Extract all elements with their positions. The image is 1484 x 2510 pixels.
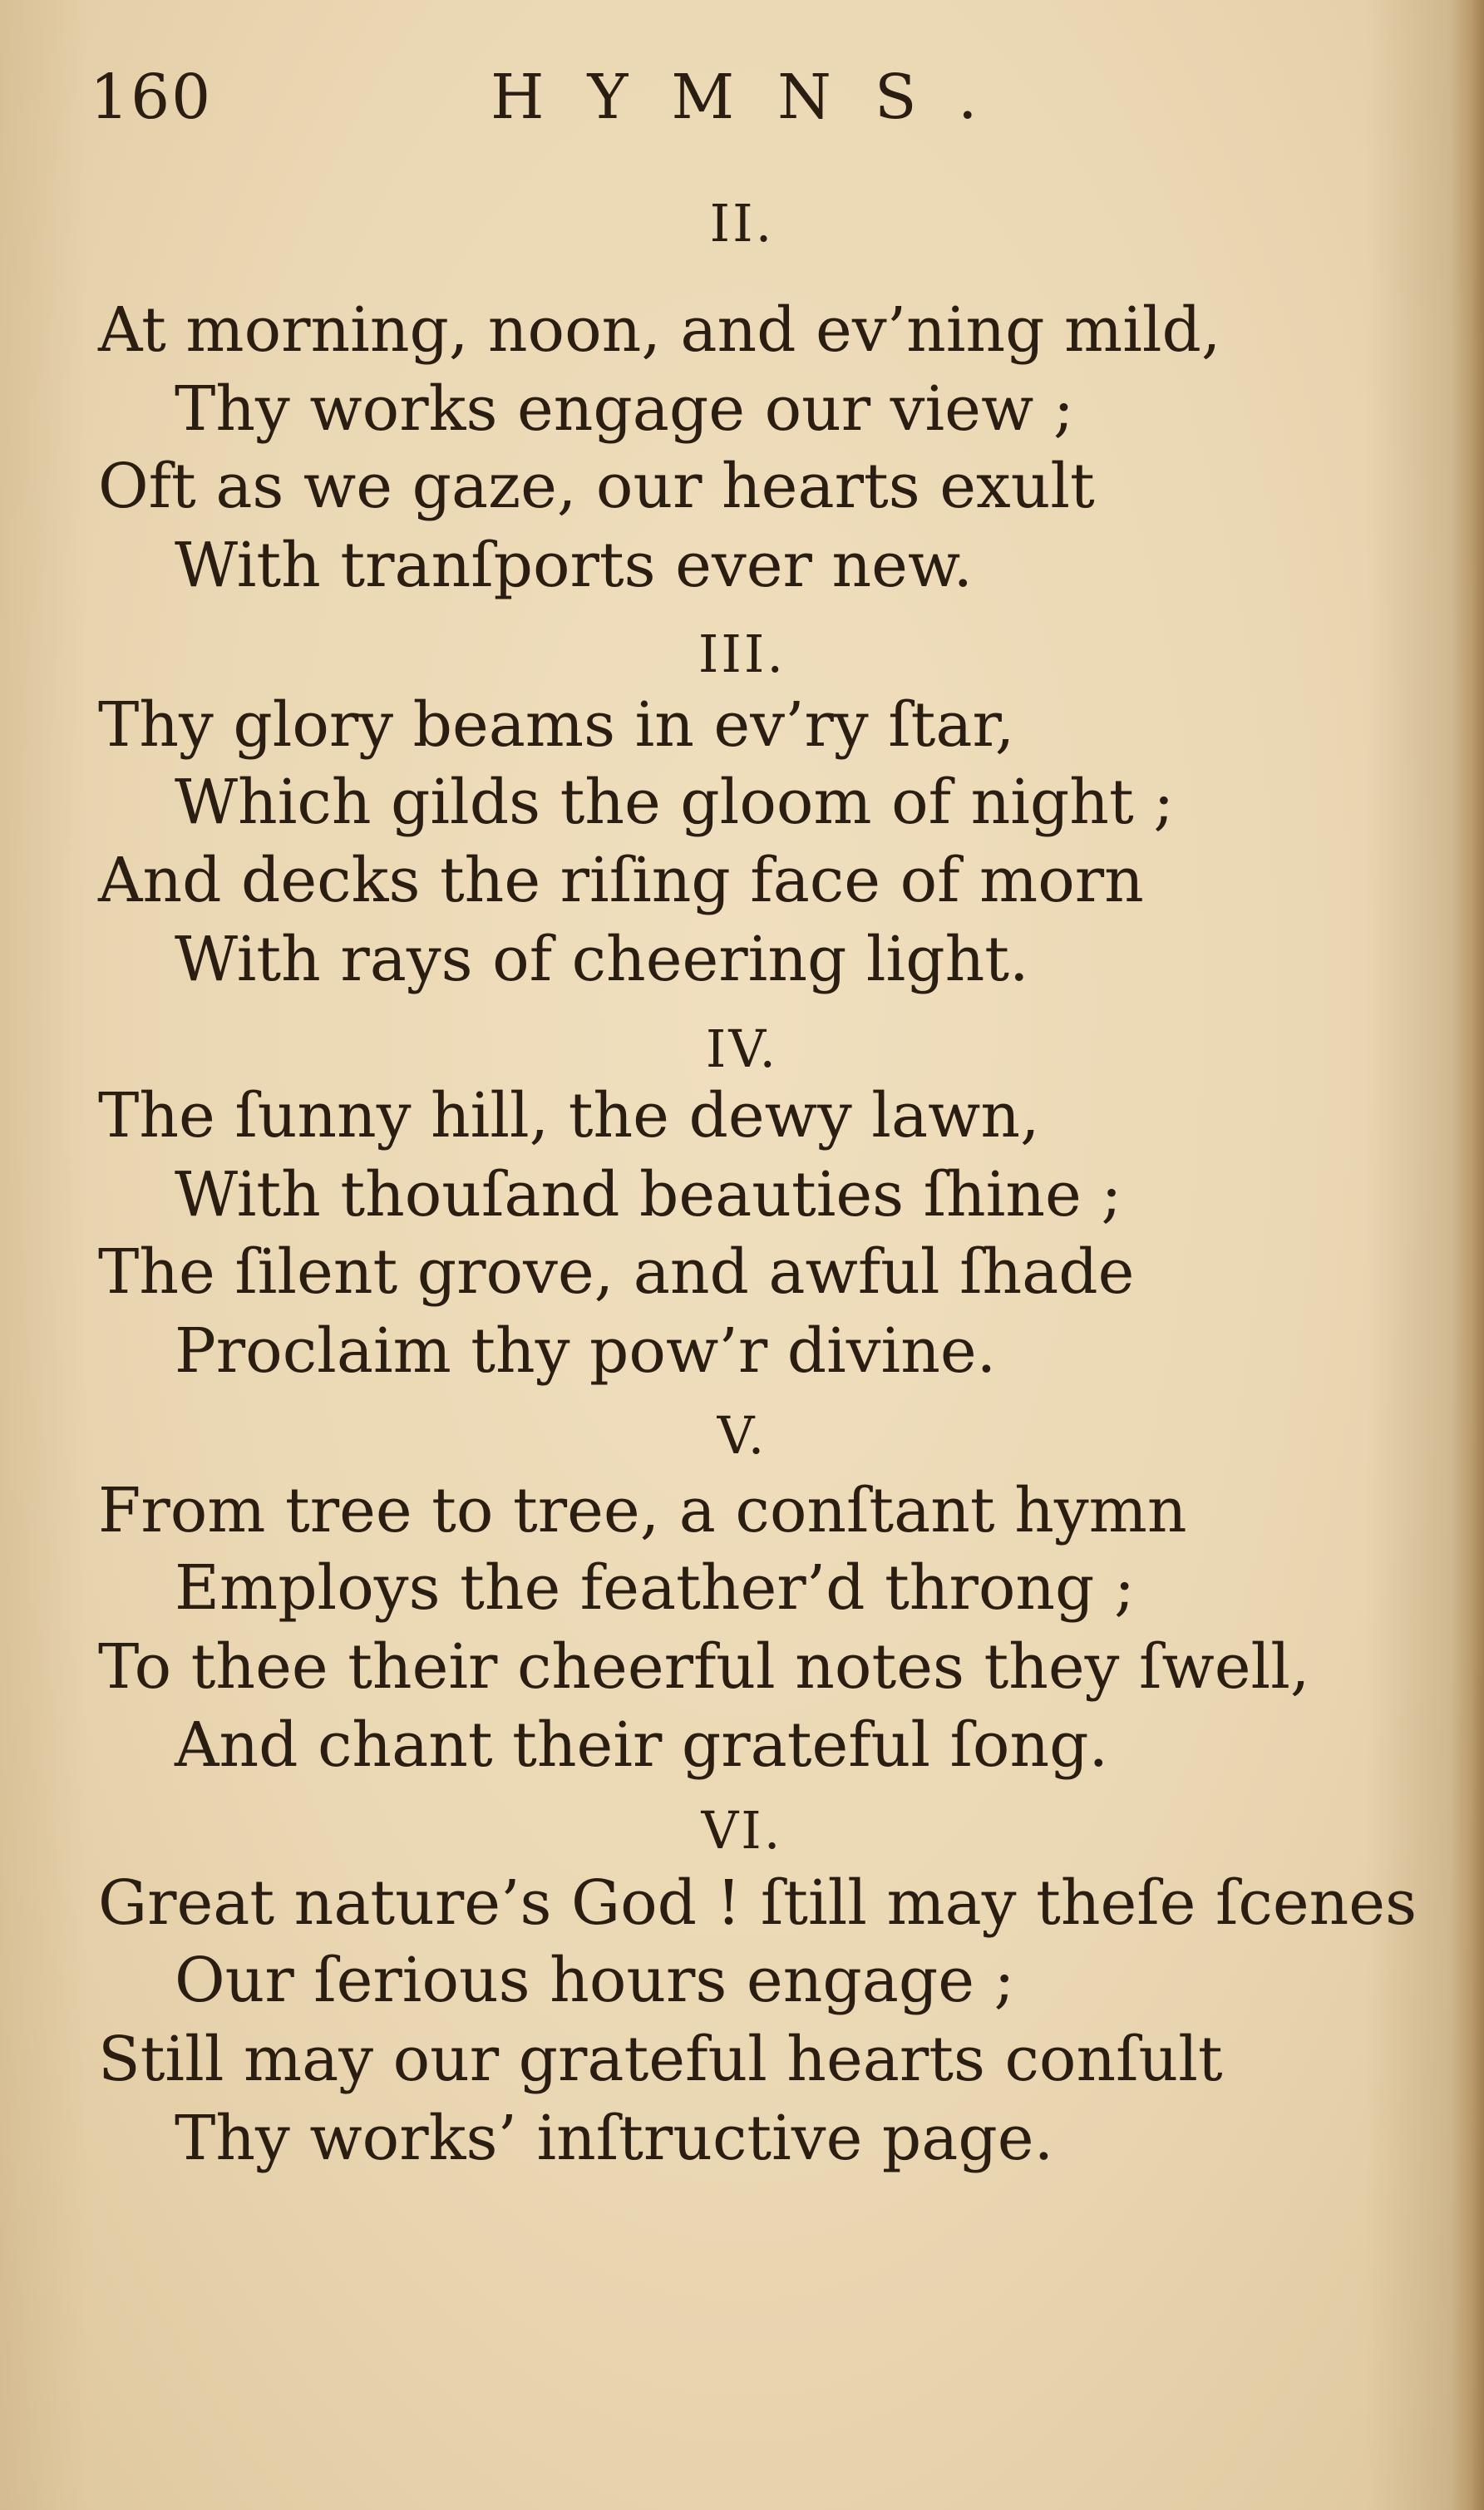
verse-line: Which gilds the gloom of night ; (175, 767, 1175, 838)
verse-line: Thy works’ inſtructive page. (175, 2103, 1054, 2174)
stanza-number: IV. (705, 1018, 779, 1079)
verse-line: To thee their cheerful notes they ſwell, (98, 1631, 1310, 1703)
page-edge-shadow (1451, 0, 1484, 2510)
running-head: HYMNS. (491, 62, 1021, 133)
verse-line: With tranſports ever new. (175, 530, 973, 601)
verse-line: Thy glory beams in ev’ry ſtar, (98, 689, 1015, 761)
stanza-number: VI. (701, 1800, 783, 1861)
verse-line: At morning, noon, and ev’ning mild, (98, 294, 1221, 366)
verse-line: And chant their grateful ſong. (175, 1709, 1109, 1781)
verse-line: Still may our grateful hearts conſult (98, 2024, 1223, 2095)
stanza-number: II. (709, 193, 775, 254)
verse-line: From tree to tree, a conſtant hymn (98, 1475, 1187, 1546)
verse-line: Thy works engage our view ; (175, 373, 1074, 445)
stanza-number: V. (717, 1405, 767, 1466)
verse-line: With rays of cheering light. (175, 924, 1029, 995)
verse-line: Employs the feather’d throng ; (175, 1552, 1135, 1624)
verse-line: Our ſerious hours engage ; (175, 1945, 1015, 2016)
verse-line: Oft as we gaze, our hearts exult (98, 451, 1095, 522)
page-number: 160 (90, 62, 213, 133)
verse-line: And decks the riſing face of morn (98, 845, 1144, 916)
verse-line: Great nature’s God ! ſtill may theſe ſcenes (98, 1867, 1417, 1939)
verse-line: With thouſand beauties ſhine ; (175, 1159, 1122, 1230)
verse-line: The ſunny hill, the dewy lawn, (98, 1080, 1040, 1151)
verse-line: The ſilent grove, and awful ſhade (98, 1236, 1135, 1308)
stanza-number: III. (698, 624, 786, 684)
page-header (0, 52, 1484, 135)
verse-line: Proclaim thy pow’r divine. (175, 1315, 997, 1387)
